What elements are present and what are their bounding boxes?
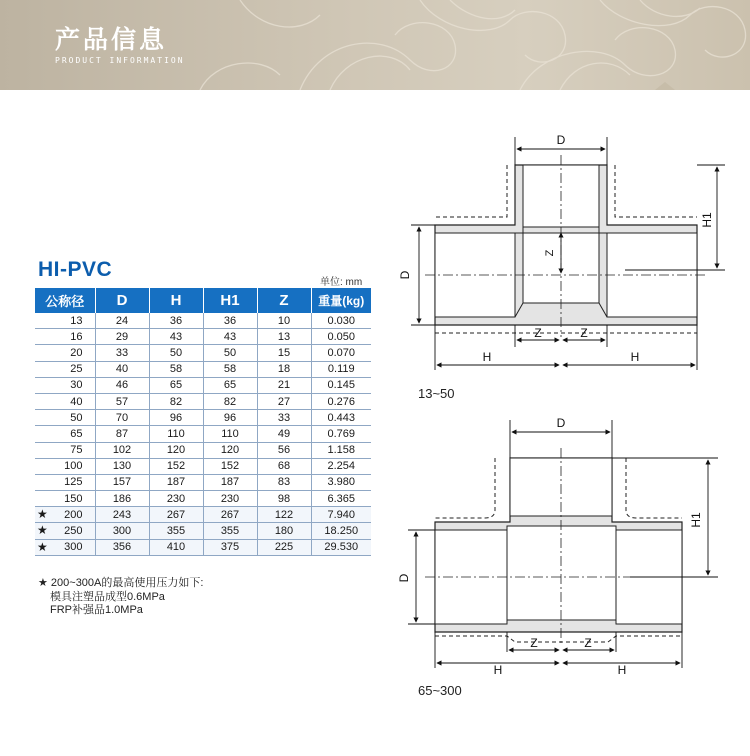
cell-z: 21 [257, 377, 311, 393]
cell-z: 10 [257, 313, 311, 329]
cell-size [35, 345, 95, 361]
dim-label-d: D [556, 133, 566, 147]
cell-weight: 0.050 [311, 329, 371, 345]
cell-size-value: 150 [64, 492, 83, 505]
cell-h: 355 [149, 523, 203, 539]
cell-d: 130 [95, 458, 149, 474]
cell-h: 43 [149, 329, 203, 345]
table-header-row [35, 288, 371, 313]
cell-z: 83 [257, 474, 311, 490]
cell-size [35, 491, 95, 507]
note-line: ★ 200~300A的最高使用压力如下: [38, 577, 204, 589]
cell-weight: 2.254 [311, 458, 371, 474]
cell-h: 82 [149, 393, 203, 409]
header-banner [0, 0, 750, 90]
table-row [35, 523, 371, 539]
cell-d: 24 [95, 313, 149, 329]
cell-size-value: 200 [64, 508, 83, 521]
cell-size [35, 442, 95, 458]
cell-size [35, 523, 95, 539]
dim-label-z-left: Z [534, 326, 542, 340]
table-body [35, 313, 371, 555]
cell-size [35, 361, 95, 377]
cell-z: 27 [257, 393, 311, 409]
cell-weight: 3.980 [311, 474, 371, 490]
table-row [35, 491, 371, 507]
tee-diagram-large [397, 410, 730, 677]
table-row [35, 474, 371, 490]
cell-size-value: 65 [70, 427, 83, 440]
cell-size-value: 125 [64, 476, 83, 489]
dim-label-d-side: D [398, 270, 412, 280]
star-icon: ★ [37, 523, 48, 538]
dim-label-h1: H1 [689, 512, 703, 528]
col-header-h1: H1 [203, 288, 257, 313]
cell-size [35, 393, 95, 409]
cell-weight: 0.030 [311, 313, 371, 329]
cell-size-value: 13 [70, 314, 83, 327]
cell-h1: 110 [203, 426, 257, 442]
col-header-z: Z [257, 288, 311, 313]
cell-weight: 0.119 [311, 361, 371, 377]
cell-d: 57 [95, 393, 149, 409]
cell-weight: 0.276 [311, 393, 371, 409]
page-subtitle: PRODUCT INFORMATION [55, 56, 185, 65]
cell-d: 356 [95, 539, 149, 555]
cell-h: 187 [149, 474, 203, 490]
dim-label-h-left: H [482, 350, 492, 364]
table-row [35, 329, 371, 345]
cell-h1: 58 [203, 361, 257, 377]
cell-h: 96 [149, 410, 203, 426]
cell-weight: 7.940 [311, 507, 371, 523]
cell-size [35, 507, 95, 523]
cell-z: 122 [257, 507, 311, 523]
cell-z: 56 [257, 442, 311, 458]
diagram-caption-large: 65~300 [418, 683, 462, 698]
cell-size [35, 474, 95, 490]
dim-label-z-right: Z [580, 326, 588, 340]
cell-size [35, 426, 95, 442]
cell-h1: 152 [203, 458, 257, 474]
spec-table [35, 288, 371, 556]
cell-size-value: 25 [70, 363, 83, 376]
tee-body-large [425, 448, 692, 646]
cell-size-value: 50 [70, 411, 83, 424]
cell-weight: 0.070 [311, 345, 371, 361]
dim-label-h-right: H [630, 350, 640, 364]
cell-weight: 0.145 [311, 377, 371, 393]
cell-d: 186 [95, 491, 149, 507]
cell-d: 33 [95, 345, 149, 361]
cell-size-value: 300 [64, 541, 83, 554]
table-row [35, 345, 371, 361]
cell-h: 230 [149, 491, 203, 507]
cell-size [35, 539, 95, 555]
dim-label-z-right: Z [584, 636, 592, 650]
cell-weight: 6.365 [311, 491, 371, 507]
cell-weight: 1.158 [311, 442, 371, 458]
cell-d: 87 [95, 426, 149, 442]
cell-size-value: 100 [64, 460, 83, 473]
cell-d: 70 [95, 410, 149, 426]
dim-label-z-vertical: Z [544, 249, 556, 257]
dim-label-z-left: Z [530, 636, 538, 650]
cell-z: 68 [257, 458, 311, 474]
cell-h: 120 [149, 442, 203, 458]
col-header-h: H [149, 288, 203, 313]
cell-h1: 375 [203, 539, 257, 555]
cell-h: 58 [149, 361, 203, 377]
col-header-size: 公称径 [35, 288, 95, 313]
cell-d: 29 [95, 329, 149, 345]
table-row [35, 507, 371, 523]
note-line: 模具注塑品成型0.6MPa [50, 590, 165, 603]
table-row [35, 539, 371, 555]
banner-notch [655, 82, 675, 90]
cell-weight: 29.530 [311, 539, 371, 555]
product-brand: HI-PVC [38, 258, 113, 281]
cell-h1: 230 [203, 491, 257, 507]
table-row [35, 426, 371, 442]
cell-z: 49 [257, 426, 311, 442]
cell-h: 152 [149, 458, 203, 474]
cell-z: 98 [257, 491, 311, 507]
cell-size-value: 20 [70, 346, 83, 359]
cell-z: 18 [257, 361, 311, 377]
cell-weight: 0.769 [311, 426, 371, 442]
cell-size-value: 40 [70, 395, 83, 408]
cell-h: 65 [149, 377, 203, 393]
cell-size [35, 377, 95, 393]
cell-h: 50 [149, 345, 203, 361]
diagram-caption-small: 13~50 [418, 386, 455, 401]
table-row [35, 361, 371, 377]
cell-h1: 82 [203, 393, 257, 409]
cell-h1: 96 [203, 410, 257, 426]
dim-label-d-side: D [397, 573, 411, 583]
table-row [35, 313, 371, 329]
dim-label-h-right: H [617, 663, 627, 677]
star-icon: ★ [37, 507, 48, 522]
cell-size-value: 16 [70, 330, 83, 343]
cell-z: 13 [257, 329, 311, 345]
table-row [35, 410, 371, 426]
star-icon: ★ [37, 539, 48, 554]
cell-h1: 36 [203, 313, 257, 329]
tee-body-small [425, 155, 707, 337]
cell-h1: 267 [203, 507, 257, 523]
cell-d: 157 [95, 474, 149, 490]
dim-label-h-left: H [493, 663, 503, 677]
cell-d: 243 [95, 507, 149, 523]
cell-z: 15 [257, 345, 311, 361]
cell-size [35, 410, 95, 426]
cell-h: 110 [149, 426, 203, 442]
page-title: 产品信息 [55, 25, 168, 54]
cell-h1: 50 [203, 345, 257, 361]
cell-weight: 18.250 [311, 523, 371, 539]
unit-label: 单位: mm [320, 277, 363, 288]
cell-h1: 120 [203, 442, 257, 458]
cell-size [35, 313, 95, 329]
tee-diagram-small [395, 125, 725, 385]
dim-label-d: D [556, 416, 566, 430]
cell-size-value: 30 [70, 379, 83, 392]
cell-h1: 355 [203, 523, 257, 539]
cell-h1: 43 [203, 329, 257, 345]
note-line: FRP补强品1.0MPa [50, 604, 143, 616]
cell-d: 46 [95, 377, 149, 393]
cell-d: 102 [95, 442, 149, 458]
cell-h: 410 [149, 539, 203, 555]
cell-d: 300 [95, 523, 149, 539]
cell-h: 267 [149, 507, 203, 523]
table-row [35, 458, 371, 474]
cell-h1: 187 [203, 474, 257, 490]
cell-h1: 65 [203, 377, 257, 393]
cell-weight: 0.443 [311, 410, 371, 426]
table-row [35, 393, 371, 409]
cell-z: 180 [257, 523, 311, 539]
cell-size-value: 75 [70, 444, 83, 457]
cell-d: 40 [95, 361, 149, 377]
table-row [35, 442, 371, 458]
col-header-weight: 重量(kg) [311, 288, 371, 313]
dim-label-h1: H1 [700, 212, 714, 228]
cell-size [35, 329, 95, 345]
table-row [35, 377, 371, 393]
cell-z: 225 [257, 539, 311, 555]
cell-z: 33 [257, 410, 311, 426]
cell-size [35, 458, 95, 474]
cell-h: 36 [149, 313, 203, 329]
col-header-d: D [95, 288, 149, 313]
pressure-note [38, 577, 203, 618]
cell-size-value: 250 [64, 525, 83, 538]
